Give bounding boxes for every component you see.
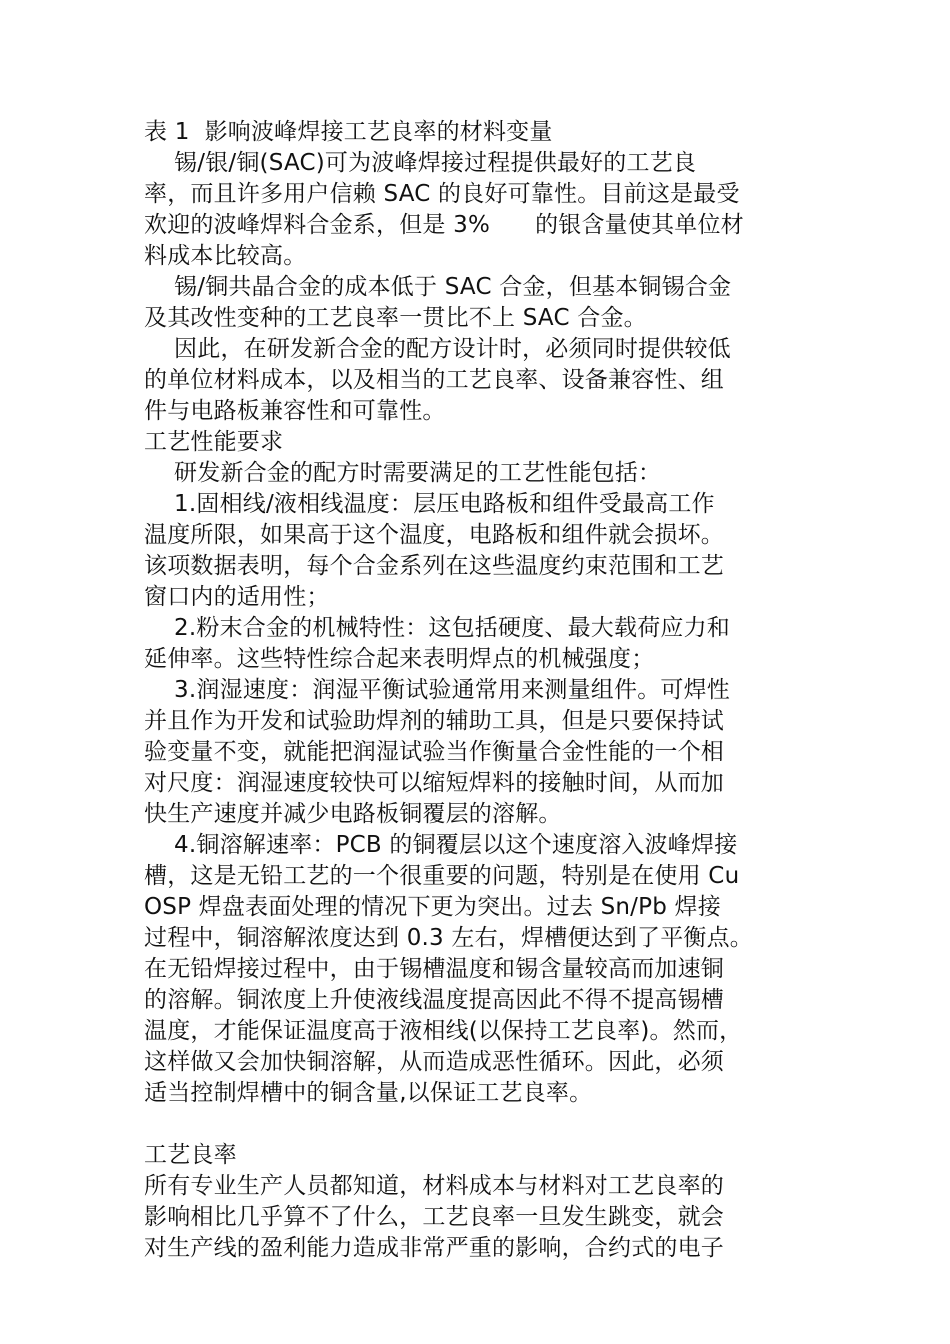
paragraph-therefore-line-1: 因此，在研发新合金的配方设计时，必须同时提供较低 <box>144 336 731 362</box>
item-2-line-2: 延伸率。这些特性综合起来表明焊点的机械强度； <box>144 646 655 672</box>
paragraph-sac-line-4: 料成本比较高。 <box>144 243 307 269</box>
paragraph-sac-line-3: 欢迎的波峰焊料合金系，但是 3% 的银含量使其单位材 <box>144 212 744 238</box>
item-1-line-4: 窗口内的适用性； <box>144 584 330 610</box>
item-3-line-2: 并且作为开发和试验助焊剂的辅助工具，但是只要保持试 <box>144 708 724 734</box>
section-heading-process-requirements: 工艺性能要求 <box>144 429 284 455</box>
item-2-line-1: 2.粉末合金的机械特性：这包括硬度、最大载荷应力和 <box>144 615 730 641</box>
paragraph-yield-line-3: 对生产线的盈利能力造成非常严重的影响，合约式的电子 <box>144 1235 724 1261</box>
paragraph-therefore-line-2: 的单位材料成本，以及相当的工艺良率、设备兼容性、组 <box>144 367 724 393</box>
item-4-line-4: 过程中，铜溶解浓度达到 0.3 左右，焊槽便达到了平衡点。 <box>144 925 753 951</box>
item-4-line-1: 4.铜溶解速率：PCB 的铜覆层以这个速度溶入波峰焊接 <box>144 832 738 858</box>
item-1-line-2: 温度所限，如果高于这个温度，电路板和组件就会损坏。 <box>144 522 724 548</box>
item-1-line-1: 1.固相线/液相线温度：层压电路板和组件受最高工作 <box>144 491 715 517</box>
paragraph-intro-requirements: 研发新合金的配方时需要满足的工艺性能包括： <box>144 460 662 486</box>
paragraph-yield-line-2: 影响相比几乎算不了什么，工艺良率一旦发生跳变，就会 <box>144 1204 724 1230</box>
paragraph-sac-line-1: 锡/银/铜(SAC)可为波峰焊接过程提供最好的工艺良 <box>144 150 697 176</box>
item-4-line-9: 适当控制焊槽中的铜含量,以保证工艺良率。 <box>144 1080 593 1106</box>
paragraph-therefore-line-3: 件与电路板兼容性和可靠性。 <box>144 398 446 424</box>
item-3-line-3: 验变量不变，就能把润湿试验当作衡量合金性能的一个相 <box>144 739 724 765</box>
paragraph-sncu-line-2: 及其改性变种的工艺良率一贯比不上 SAC 合金。 <box>144 305 647 331</box>
table-caption: 表 1 影响波峰焊接工艺良率的材料变量 <box>144 119 553 145</box>
blank-line <box>144 1109 804 1140</box>
paragraph-yield-line-1: 所有专业生产人员都知道，材料成本与材料对工艺良率的 <box>144 1173 724 1199</box>
item-3-line-1: 3.润湿速度：润湿平衡试验通常用来测量组件。可焊性 <box>144 677 730 703</box>
paragraph-sac-line-2: 率，而且许多用户信赖 SAC 的良好可靠性。目前这是最受 <box>144 181 740 207</box>
item-4-line-8: 这样做又会加快铜溶解，从而造成恶性循环。因此，必须 <box>144 1049 724 1075</box>
item-3-line-5: 快生产速度并减少电路板铜覆层的溶解。 <box>144 801 562 827</box>
item-1-line-3: 该项数据表明，每个合金系列在这些温度约束范围和工艺 <box>144 553 724 579</box>
item-3-line-4: 对尺度：润湿速度较快可以缩短焊料的接触时间，从而加 <box>144 770 724 796</box>
item-4-line-6: 的溶解。铜浓度上升使液线温度提高因此不得不提高锡槽 <box>144 987 724 1013</box>
item-4-line-3: OSP 焊盘表面处理的情况下更为突出。过去 Sn/Pb 焊接 <box>144 894 721 920</box>
section-heading-process-yield: 工艺良率 <box>144 1142 237 1168</box>
paragraph-sncu-line-1: 锡/铜共晶合金的成本低于 SAC 合金，但基本铜锡合金 <box>144 274 732 300</box>
document-body <box>144 117 804 1264</box>
item-4-line-5: 在无铅焊接过程中，由于锡槽温度和锡含量较高而加速铜 <box>144 956 724 982</box>
item-4-line-2: 槽，这是无铅工艺的一个很重要的问题，特别是在使用 Cu <box>144 863 740 889</box>
item-4-line-7: 温度，才能保证温度高于液相线(以保持工艺良率)。然而， <box>144 1018 743 1044</box>
